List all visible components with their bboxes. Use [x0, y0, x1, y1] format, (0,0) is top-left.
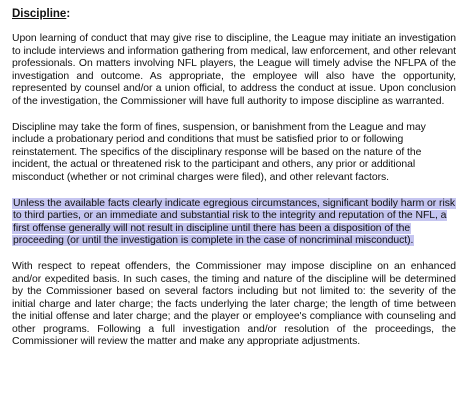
paragraph-text: With respect to repeat offenders, the Commissioner may impose discipline on an enhanced and/or expedited basis. In such cases, the timing and nature of the discipline will be determined by the Commissioner based on several factors including but not limited to: the severity of the initial charge and later charge; the facts underlying the later charge; the length of time between the initial offense and later charge; and the player or employee's compliance with counseling and other programs. Following a full investigation and/or resolution of the proceedings, the Commissioner will review the matter and make any appropriate adjustments.	[12, 260, 456, 348]
section-heading	[12, 6, 456, 21]
paragraph-text: Upon learning of conduct that may give rise to discipline, the League may initiate an investigation to include interviews and information gathering from medical, law enforcement, and other relevant professionals. On matters involving NFL players, the League will timely advise the NFLPA of the investigation and outcome. As appropriate, the employee will also have the opportunity, represented by counsel and/or a union official, to address the conduct at issue. Upon conclusion of the investigation, the Commissioner will have full authority to impose discipline as warranted.	[12, 33, 456, 107]
highlighted-text: Unless the available facts clearly indicate egregious circumstances, significant bodily harm or risk to third parties, or an immediate and substantial risk to the integrity and reputation of the NFL, a first offense generally will not result in discipline until there has been a disposition of the proceeding (or until the investigation is complete in the case of noncriminal misconduct).	[13, 197, 455, 247]
paragraph-first-offense	[12, 198, 456, 248]
paragraph-text: Discipline may take the form of fines, suspension, or banishment from the League and may include a probationary period and conditions that must be satisfied prior to or following reinstatement. The specifics of the disciplinary response will be based on the nature of the incident, the actual or threatened risk to the participant and others, any prior or additional misconduct (whether or not criminal charges were filed), and other relevant factors.	[12, 121, 426, 183]
paragraph-discipline-forms	[12, 122, 456, 185]
paragraph-investigation	[12, 33, 456, 109]
heading-text: Discipline	[12, 8, 67, 20]
paragraph-repeat-offenders	[12, 261, 456, 349]
heading-colon: :	[66, 8, 71, 20]
